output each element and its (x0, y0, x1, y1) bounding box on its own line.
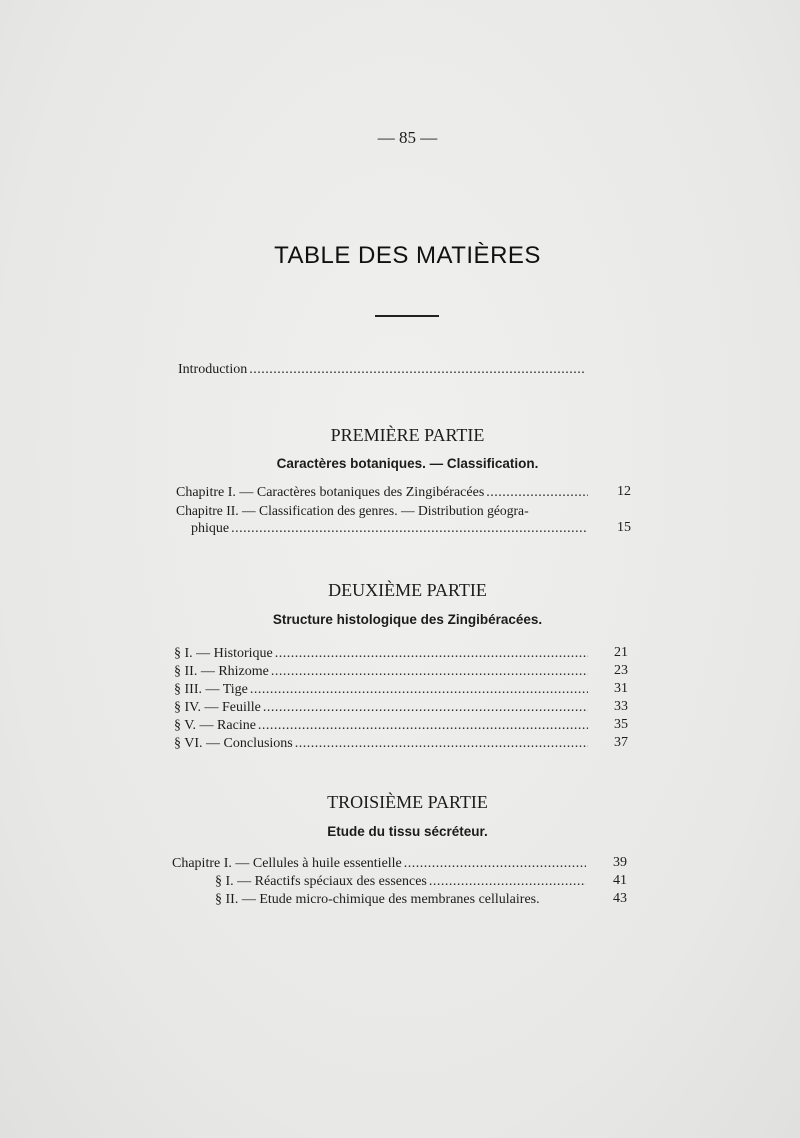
leader-dots (293, 735, 588, 753)
leader-dots (256, 717, 588, 735)
leader-dots (261, 699, 588, 717)
toc-entry-label: § III. — Tige (174, 682, 248, 697)
toc-entry (174, 645, 588, 663)
part-title-1: PREMIÈRE PARTIE (330, 425, 485, 445)
leader-dots (247, 361, 586, 379)
leader-dots (427, 873, 586, 891)
toc-entry (172, 855, 586, 873)
toc-entry (215, 891, 586, 909)
toc-entry (215, 873, 586, 891)
page-title: TABLE DES MATIÈRES (274, 242, 541, 269)
page-number: — 85 — (377, 128, 438, 147)
toc-entry-page: 35 (614, 717, 628, 732)
toc-entry: Chapitre II. — Classification des genres. — Distribution géogra- (176, 503, 529, 518)
toc-entry-introduction (178, 361, 586, 379)
part-title-2: DEUXIÈME PARTIE (328, 580, 487, 600)
toc-entry-page: 43 (613, 891, 627, 906)
toc-entry-label: § I. — Historique (174, 646, 273, 661)
leader-dots (273, 645, 588, 663)
toc-entry-page: 37 (614, 735, 628, 750)
toc-entry-label: Chapitre I. — Cellules à huile essentielle (172, 856, 402, 871)
toc-entry-page: 23 (614, 663, 628, 678)
toc-entry (191, 520, 588, 538)
toc-entry-label: § IV. — Feuille (174, 700, 261, 715)
toc-entry-page: 31 (614, 681, 628, 696)
toc-entry-page: 15 (617, 520, 631, 535)
toc-entry-page: 39 (613, 855, 627, 870)
title-divider (375, 315, 439, 317)
toc-entry-label: § I. — Réactifs spéciaux des essences (215, 874, 427, 889)
toc-entry-label: § II. — Etude micro-chimique des membranes cellulaires. (215, 892, 540, 907)
part-title-3: TROISIÈME PARTIE (327, 792, 488, 812)
toc-entry (174, 699, 588, 717)
toc-entry (176, 484, 588, 502)
toc-entry-label: Introduction (178, 362, 248, 377)
toc-entry-label: § V. — Racine (174, 718, 256, 733)
toc-entry-page: 33 (614, 699, 628, 714)
part-subtitle-3: Etude du tissu sécréteur. (327, 824, 488, 839)
toc-entry-page: 12 (617, 484, 631, 499)
toc-entry-label: § II. — Rhizome (174, 664, 269, 679)
toc-entry-label: Chapitre I. — Caractères botaniques des Zingibéracées (176, 485, 485, 500)
leader-dots (229, 520, 588, 538)
toc-entry (174, 681, 588, 699)
toc-entry-label: § VI. — Conclusions (174, 736, 293, 751)
toc-entry (174, 735, 588, 753)
toc-entry-page: 41 (613, 873, 627, 888)
toc-entry (174, 717, 588, 735)
toc-entry-page: 21 (614, 645, 628, 660)
toc-entry-label: phique (191, 521, 230, 536)
leader-dots (402, 855, 586, 873)
toc-entry (174, 663, 588, 681)
leader-dots (269, 663, 588, 681)
part-subtitle-2: Structure histologique des Zingibéracées. (272, 612, 543, 627)
leader-dots (484, 484, 588, 502)
leader-dots (248, 681, 588, 699)
part-subtitle-1: Caractères botaniques. — Classification. (276, 456, 539, 471)
